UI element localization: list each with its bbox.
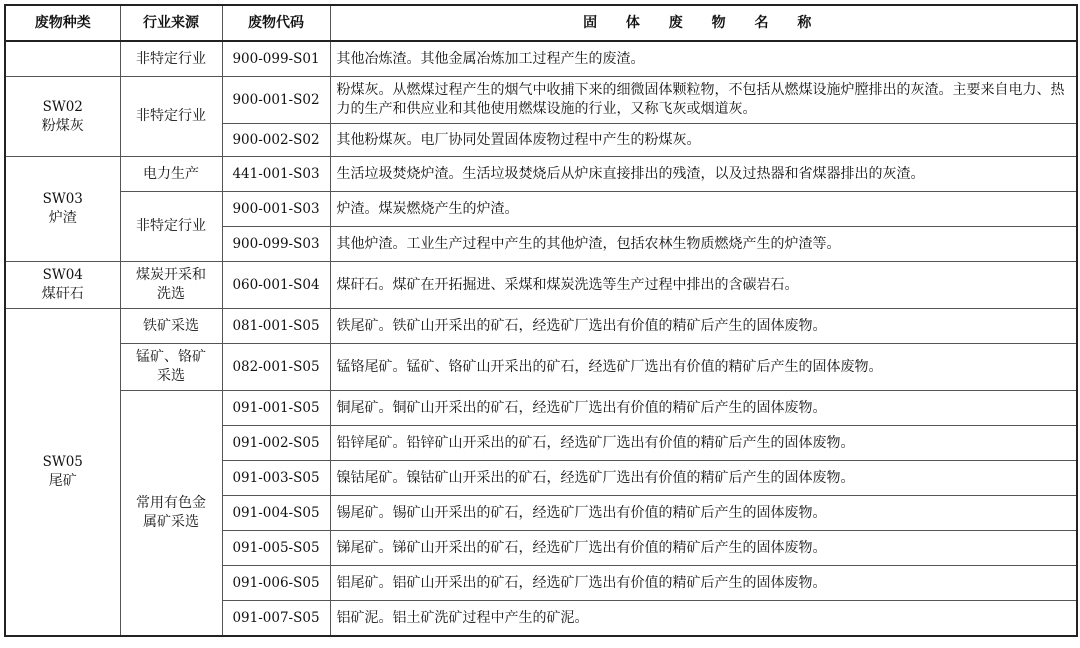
table-row xyxy=(5,157,1077,192)
header-code: 废物代码 xyxy=(222,5,330,41)
name-cell: 其他冶炼渣。其他金属冶炼加工过程产生的废渣。 xyxy=(330,41,1077,77)
name-cell: 锑尾矿。锑矿山开采出的矿石，经选矿厂选出有价值的精矿后产生的固体废物。 xyxy=(330,531,1077,566)
name-cell: 炉渣。煤炭燃烧产生的炉渣。 xyxy=(330,192,1077,227)
category-cell-sw04 xyxy=(5,262,120,309)
industry-line: 煤炭开采和 xyxy=(136,267,206,283)
table-row xyxy=(5,344,1077,391)
code-cell: 900-001-S02 xyxy=(222,77,330,124)
category-code: SW02 xyxy=(42,98,83,115)
code-cell: 091-005-S05 xyxy=(222,531,330,566)
category-name: 尾矿 xyxy=(48,473,77,489)
industry-cell: 非特定行业 xyxy=(120,41,222,77)
name-cell: 铅锌尾矿。铅锌矿山开采出的矿石，经选矿厂选出有价值的精矿后产生的固体废物。 xyxy=(330,426,1077,461)
code-cell: 900-001-S03 xyxy=(222,192,330,227)
category-cell-sw05 xyxy=(5,309,120,637)
code-cell: 900-099-S03 xyxy=(222,227,330,262)
name-cell: 镍钴尾矿。镍钴矿山开采出的矿石，经选矿厂选出有价值的精矿后产生的固体废物。 xyxy=(330,461,1077,496)
table-row xyxy=(5,77,1077,124)
header-row xyxy=(5,5,1077,41)
industry-line: 锰矿、铬矿 xyxy=(136,349,206,365)
table-row xyxy=(5,391,1077,426)
header-industry: 行业来源 xyxy=(120,5,222,41)
industry-cell: 非特定行业 xyxy=(120,77,222,157)
industry-cell: 电力生产 xyxy=(120,157,222,192)
code-cell: 082-001-S05 xyxy=(222,344,330,391)
header-name: 固 体 废 物 名 称 xyxy=(330,5,1077,41)
industry-cell xyxy=(120,391,222,637)
code-cell: 441-001-S03 xyxy=(222,157,330,192)
name-cell: 其他粉煤灰。电厂协同处置固体废物过程中产生的粉煤灰。 xyxy=(330,124,1077,157)
code-cell: 900-002-S02 xyxy=(222,124,330,157)
name-cell: 铝尾矿。铝矿山开采出的矿石，经选矿厂选出有价值的精矿后产生的固体废物。 xyxy=(330,566,1077,601)
solid-waste-table xyxy=(4,4,1078,637)
industry-line: 洗选 xyxy=(157,286,185,302)
name-cell: 锡尾矿。锡矿山开采出的矿石，经选矿厂选出有价值的精矿后产生的固体废物。 xyxy=(330,496,1077,531)
table-row xyxy=(5,192,1077,227)
industry-cell xyxy=(120,262,222,309)
code-cell: 060-001-S04 xyxy=(222,262,330,309)
industry-line: 采选 xyxy=(157,368,185,384)
code-cell: 091-002-S05 xyxy=(222,426,330,461)
name-cell: 其他炉渣。工业生产过程中产生的其他炉渣，包括农林生物质燃烧产生的炉渣等。 xyxy=(330,227,1077,262)
category-cell-sw02 xyxy=(5,77,120,157)
category-cell-sw03 xyxy=(5,157,120,262)
table-row xyxy=(5,41,1077,77)
name-cell: 煤矸石。煤矿在开拓掘进、采煤和煤炭洗选等生产过程中排出的含碳岩石。 xyxy=(330,262,1077,309)
code-cell: 091-004-S05 xyxy=(222,496,330,531)
category-name: 煤矸石 xyxy=(41,286,84,302)
name-cell: 铜尾矿。铜矿山开采出的矿石，经选矿厂选出有价值的精矿后产生的固体废物。 xyxy=(330,391,1077,426)
name-cell: 铁尾矿。铁矿山开采出的矿石，经选矿厂选出有价值的精矿后产生的固体废物。 xyxy=(330,309,1077,344)
category-cell-empty xyxy=(5,41,120,77)
category-name: 炉渣 xyxy=(48,210,77,226)
code-cell: 081-001-S05 xyxy=(222,309,330,344)
industry-line: 常用有色金 xyxy=(136,495,206,511)
name-cell: 锰铬尾矿。锰矿、铬矿山开采出的矿石，经选矿厂选出有价值的精矿后产生的固体废物。 xyxy=(330,344,1077,391)
table-row xyxy=(5,309,1077,344)
industry-line: 属矿采选 xyxy=(143,514,199,530)
industry-cell xyxy=(120,344,222,391)
name-cell: 粉煤灰。从燃煤过程产生的烟气中收捕下来的细微固体颗粒物，不包括从燃煤设施炉膛排出的灰渣。主要来自电力、热力的生产和供应业和其他使用燃煤设施的行业，又称飞灰或烟道灰。 xyxy=(330,77,1077,124)
name-cell: 铝矿泥。铝土矿洗矿过程中产生的矿泥。 xyxy=(330,601,1077,637)
code-cell: 091-003-S05 xyxy=(222,461,330,496)
category-code: SW03 xyxy=(42,191,83,207)
name-cell: 生活垃圾焚烧炉渣。生活垃圾焚烧后从炉床直接排出的残渣，以及过热器和省煤器排出的灰渣。 xyxy=(330,157,1077,192)
table-row xyxy=(5,262,1077,309)
code-cell: 091-001-S05 xyxy=(222,391,330,426)
code-cell: 900-099-S01 xyxy=(222,41,330,77)
industry-cell: 非特定行业 xyxy=(120,192,222,262)
category-code: SW05 xyxy=(42,454,83,470)
category-name: 粉煤灰 xyxy=(41,117,84,134)
code-cell: 091-007-S05 xyxy=(222,601,330,637)
category-code: SW04 xyxy=(42,267,83,283)
code-cell: 091-006-S05 xyxy=(222,566,330,601)
header-category: 废物种类 xyxy=(5,5,120,41)
industry-cell: 铁矿采选 xyxy=(120,309,222,344)
